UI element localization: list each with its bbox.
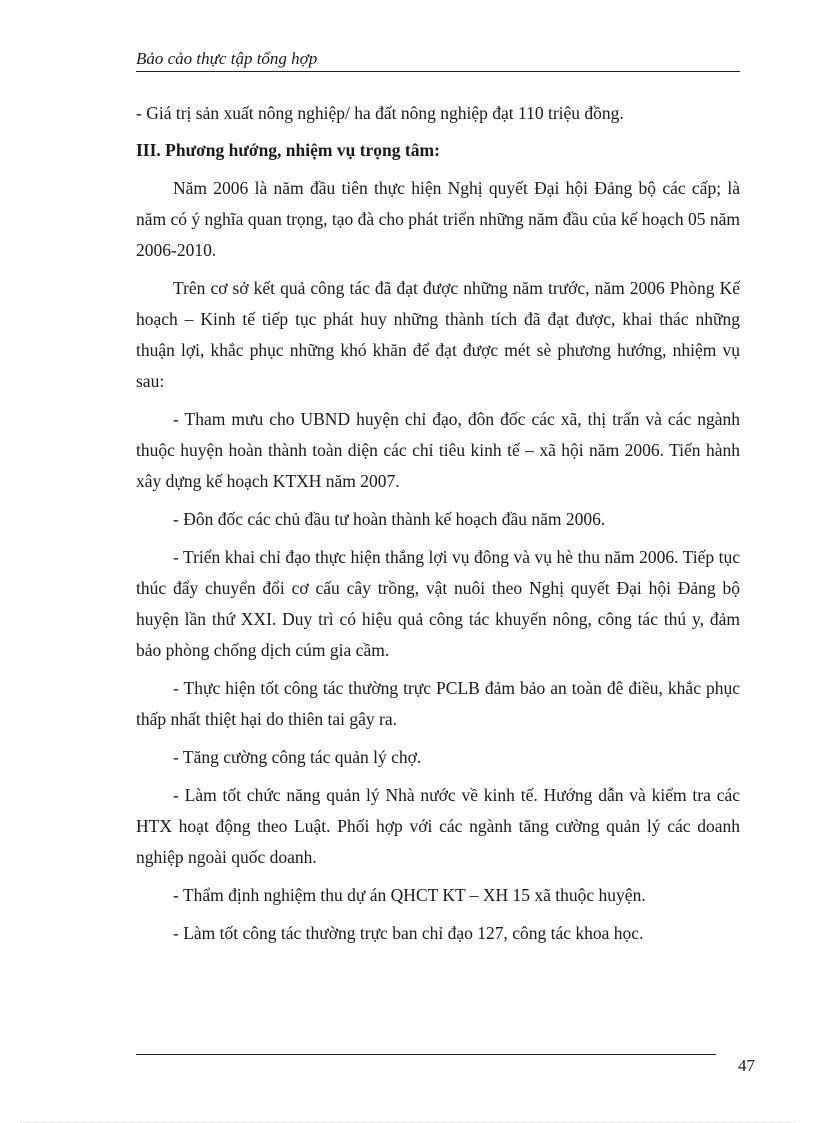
section-heading: III. Phương hướng, nhiệm vụ trọng tâm:: [136, 140, 440, 160]
footer-divider: [136, 1054, 716, 1055]
bullet-advise-ubnd: - Tham mưu cho UBND huyện chỉ đạo, đôn đốc các xã, thị trấn và các ngành thuộc huyện hoàn thành toàn diện các chỉ tiêu kinh tế – xã hội năm 2006. Tiến hành xây dựng kế hoạch KTXH năm 2007.: [136, 409, 740, 491]
bullet-steering-board: - Làm tốt công tác thường trực ban chỉ đạo 127, công tác khoa học.: [173, 923, 644, 943]
bullet-flood-control: - Thực hiện tốt công tác thường trực PCLB đảm bảo an toàn đê điều, khắc phục thấp nhất thiệt hại do thiên tai gây ra.: [136, 678, 740, 729]
bullet-state-management: - Làm tốt chức năng quản lý Nhà nước về kinh tế. Hướng dẫn và kiểm tra các HTX hoạt động theo Luật. Phối hợp với các ngành tăng cường quản lý các doanh nghiệp ngoài quốc doanh.: [136, 785, 740, 867]
page-header: Bảo cảo thực tập tổng hợp: [136, 48, 740, 72]
paragraph-intro-2006: Năm 2006 là năm đầu tiên thực hiện Nghị quyết Đại hội Đảng bộ các cấp; là năm có ý nghĩa quan trọng, tạo đà cho phát triển những năm đầu của kế hoạch 05 năm 2006-2010.: [136, 178, 740, 260]
bullet-crops: - Triển khai chỉ đạo thực hiện thắng lợi vụ đông và vụ hè thu năm 2006. Tiếp tục thúc đẩy chuyển đổi cơ cấu cây trồng, vật nuôi theo Nghị quyết Đại hội Đảng bộ huyện lần thứ XXI. Duy trì có hiệu quả công tác khuyến nông, công tác thú y, đảm bảo phòng chống dịch cúm gia cầm.: [136, 547, 740, 660]
paragraph-basis: Trên cơ sở kết quả công tác đã đạt được những năm trước, năm 2006 Phòng Kế hoạch – Kinh tế tiếp tục phát huy những thành tích đã đạt được, khai thác những thuận lợi, khắc phục những khó khăn để đạt được mét sè phương hướng, nhiệm vụ sau:: [136, 278, 740, 391]
bullet-market: - Tăng cường công tác quản lý chợ.: [173, 747, 422, 767]
bullet-investors: - Đôn đốc các chủ đầu tư hoàn thành kế hoạch đầu năm 2006.: [173, 509, 606, 529]
document-body: [136, 98, 740, 949]
bullet-appraisal: - Thẩm định nghiệm thu dự án QHCT KT – XH 15 xã thuộc huyện.: [173, 885, 646, 905]
paragraph-agri-value: - Giá trị sản xuất nông nghiệp/ ha đất nông nghiệp đạt 110 triệu đồng.: [136, 103, 624, 123]
page-number: 47: [738, 1056, 755, 1075]
